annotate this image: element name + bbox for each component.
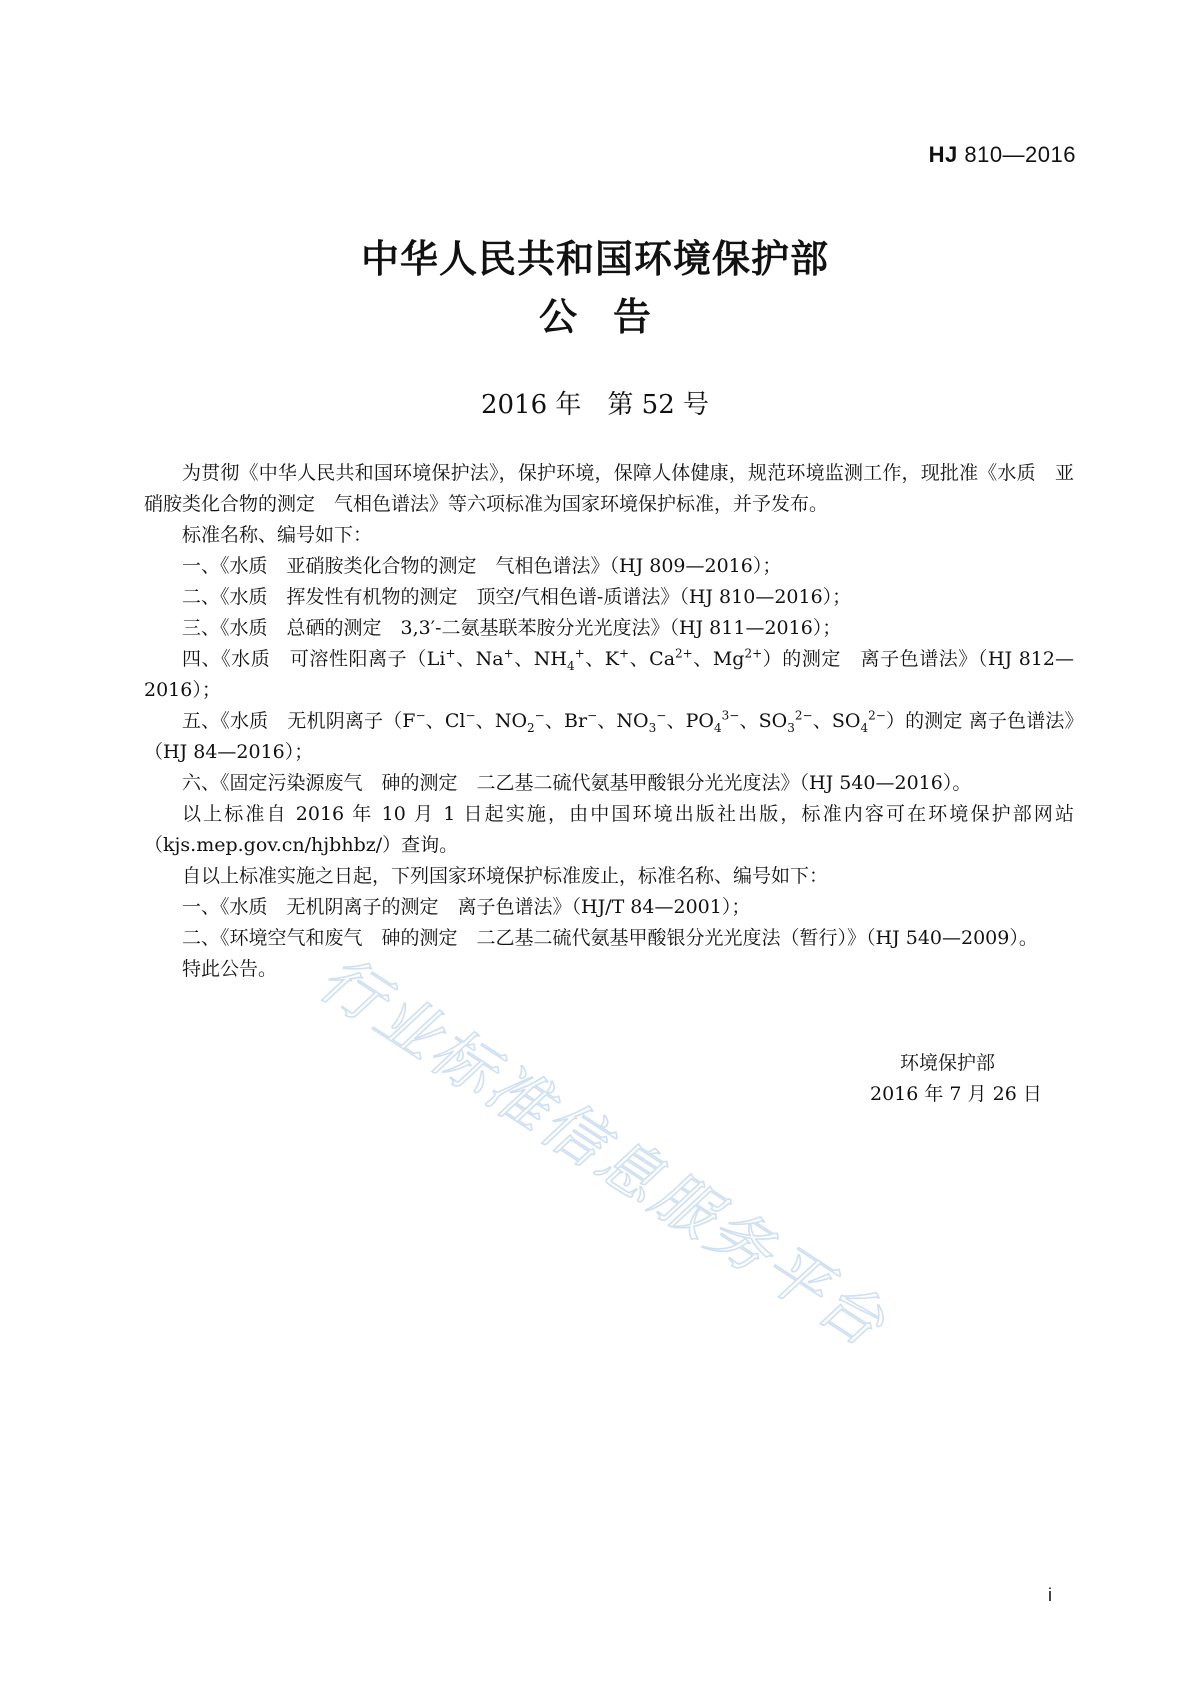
standard-code — [929, 142, 1076, 168]
text-run: 、Ca — [629, 648, 676, 670]
text-run: 、NH — [513, 648, 567, 670]
standard-item-2: 二、《水质 挥发性有机物的测定 顶空/气相色谱-质谱法》（HJ 810—2016）； — [182, 586, 852, 608]
superscript: − — [587, 708, 598, 723]
closing-line: 特此公告。 — [182, 958, 278, 980]
superscript: − — [656, 708, 667, 723]
abolished-item-2: 二、《环境空气和废气 砷的测定 二乙基二硫代氨基甲酸银分光光度法（暂行）》（HJ 540—2009）。 — [182, 927, 1038, 949]
watermark-text: 行业标准信息服务平台 — [306, 941, 901, 1363]
superscript: − — [534, 708, 545, 723]
standard-item-6: 六、《固定污染源废气 砷的测定 二乙基二硫代氨基甲酸银分光光度法》（HJ 540—2016）。 — [182, 772, 972, 794]
signature-block — [870, 1048, 1050, 1110]
announcement-body — [144, 458, 1074, 985]
text-run: 、PO — [666, 710, 714, 732]
superscript: + — [574, 646, 585, 661]
announcement-title: 公告 — [538, 295, 687, 339]
subscript: 4 — [566, 658, 575, 673]
text-run: 、SO — [739, 710, 788, 732]
subscript: 2 — [527, 720, 535, 735]
text-run: 四、《水质 可溶性阳离子（Li — [182, 648, 446, 670]
intro-paragraph: 为贯彻《中华人民共和国环境保护法》，保护环境，保障人体健康，规范环境监测工作，现批准《水质 亚硝胺类化合物的测定 气相色谱法》等六项标准为国家环境保护标准，并予发布。 — [144, 462, 1074, 515]
issue-number: 2016 年 第 52 号 — [480, 390, 710, 420]
ministry-title: 中华人民共和国环境保护部 — [360, 237, 829, 281]
superscript: + — [618, 646, 630, 661]
superscript: 2− — [794, 708, 813, 723]
superscript: − — [465, 708, 476, 723]
text-run: 、Na — [455, 648, 504, 670]
page-number: i — [1048, 1585, 1052, 1605]
text-run: 、Br — [544, 710, 588, 732]
list-intro: 标准名称、编号如下： — [182, 524, 373, 546]
signature-date: 2016 年 7 月 26 日 — [870, 1083, 1042, 1105]
text-run: 、NO — [597, 710, 649, 732]
text-run: ）的测定 离子色谱法》（HJ 84—2016）； — [144, 710, 1074, 763]
superscript: + — [445, 646, 456, 661]
standard-item-4 — [144, 644, 1074, 706]
subscript: 3 — [648, 720, 657, 735]
signature-org: 环境保护部 — [900, 1052, 996, 1074]
standard-item-1: 一、《水质 亚硝胺类化合物的测定 气相色谱法》（HJ 809—2016）； — [182, 555, 782, 577]
standard-item-3: 三、《水质 总硒的测定 3,3′-二氨基联苯胺分光光度法》（HJ 811—2016）； — [182, 617, 842, 639]
standard-item-5 — [144, 706, 1074, 768]
superscript: 2+ — [675, 646, 693, 661]
text-run: 、NO — [475, 710, 528, 732]
text-run: 、SO — [812, 710, 861, 732]
subscript: 4 — [714, 720, 722, 735]
text-run: ）的测定 离子色谱法》（HJ 812—2016）； — [144, 648, 1074, 701]
superscript: − — [415, 708, 426, 723]
superscript: 2− — [868, 708, 886, 723]
text-run: 五、《水质 无机阴离子（F — [182, 710, 416, 732]
text-run: 、Mg — [692, 648, 745, 670]
text-run: 、K — [584, 648, 619, 670]
effective-date-paragraph: 以上标准自 2016 年 10 月 1 日起实施，由中国环境出版社出版，标准内容可在环境保护部网站（kjs.mep.gov.cn/hjbhbz/）查询。 — [144, 803, 1074, 856]
subscript: 3 — [787, 720, 795, 735]
standard-code-number: 810—2016 — [964, 142, 1076, 167]
superscript: 3− — [721, 708, 740, 723]
abolish-intro: 自以上标准实施之日起，下列国家环境保护标准废止，标准名称、编号如下： — [182, 865, 829, 887]
superscript: 2+ — [744, 646, 763, 661]
abolished-item-1: 一、《水质 无机阴离子的测定 离子色谱法》（HJ/T 84—2001）； — [182, 896, 751, 918]
superscript: + — [503, 646, 514, 661]
subscript: 4 — [860, 720, 869, 735]
text-run: 、Cl — [425, 710, 466, 732]
standard-code-prefix: HJ — [928, 142, 958, 167]
